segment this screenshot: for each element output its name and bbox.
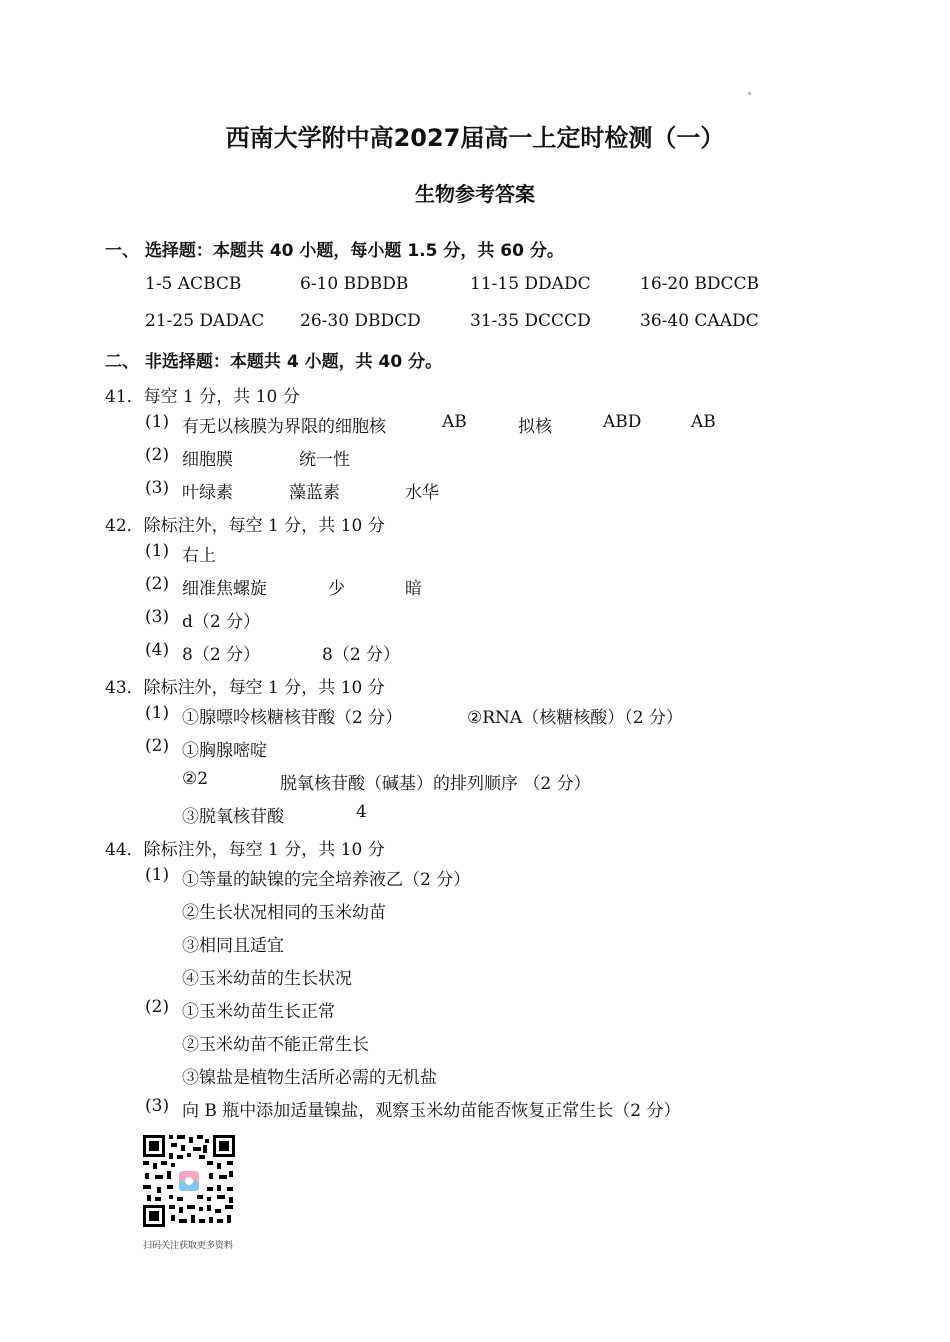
answer: AB	[442, 412, 467, 432]
answer: ③镍盐是植物生活所必需的无机盐	[182, 1068, 437, 1088]
answer: 脱氧核苷酸（碱基）的排列顺序 （2 分）	[280, 774, 591, 794]
q41-p3-num: (3)	[145, 478, 170, 498]
q44-p1-num: (1)	[145, 865, 170, 885]
answer: 右上	[182, 546, 216, 566]
answer: d（2 分）	[182, 612, 261, 632]
q42-p3-num: (3)	[145, 607, 170, 627]
answer: ABD	[603, 412, 642, 432]
q41-header: 41．每空 1 分，共 10 分	[105, 387, 300, 407]
q42-p1-num: (1)	[145, 541, 170, 561]
mc-answer: 31-35 DCCCD	[470, 311, 591, 331]
q42-header: 42．除标注外，每空 1 分，共 10 分	[105, 516, 385, 536]
answer: ③相同且适宜	[182, 936, 284, 956]
qr-caption: 扫码关注获取更多资料	[143, 1241, 234, 1251]
answer: 统一性	[299, 450, 350, 470]
answer: 细胞膜	[182, 450, 233, 470]
answer: 叶绿素	[182, 483, 233, 503]
q43-p2-num: (2)	[145, 736, 170, 756]
q41-p2-num: (2)	[145, 445, 170, 465]
answer: 拟核	[518, 417, 552, 437]
section1-heading: 一、 选择题：本题共 40 小题，每小题 1.5 分，共 60 分。	[105, 241, 564, 261]
q44-header: 44．除标注外，每空 1 分，共 10 分	[105, 840, 385, 860]
answer: 暗	[405, 579, 422, 599]
mc-answer: 1-5 ACBCB	[145, 274, 242, 294]
answer: ④玉米幼苗的生长状况	[182, 969, 352, 989]
answer: AB	[691, 412, 716, 432]
q42-p2-num: (2)	[145, 574, 170, 594]
answer: ③脱氧核苷酸	[182, 807, 284, 827]
mc-answer: 11-15 DDADC	[470, 274, 591, 294]
q44-p3-num: (3)	[145, 1096, 170, 1116]
answer: ②2	[182, 769, 209, 789]
mc-answer: 26-30 DBDCD	[300, 311, 421, 331]
answer: ②RNA（核糖核酸）（2 分）	[467, 708, 683, 728]
answer: ①玉米幼苗生长正常	[182, 1002, 335, 1022]
q43-p1-num: (1)	[145, 703, 170, 723]
mc-answer: 21-25 DADAC	[145, 311, 265, 331]
answer: 有无以核膜为界限的细胞核	[182, 417, 386, 437]
q43-header: 43．除标注外，每空 1 分，共 10 分	[105, 678, 385, 698]
q44-p2-num: (2)	[145, 997, 170, 1017]
answer: 4	[356, 802, 367, 822]
answer: 水华	[405, 483, 439, 503]
answer: 少	[328, 579, 345, 599]
document-subtitle: 生物参考答案	[415, 182, 535, 206]
answer: ②生长状况相同的玉米幼苗	[182, 903, 386, 923]
qr-code-icon[interactable]	[141, 1133, 237, 1229]
answer: ①胸腺嘧啶	[182, 741, 267, 761]
mc-answer: 6-10 BDBDB	[300, 274, 409, 294]
answer: 8（2 分）	[182, 645, 261, 665]
q41-p1-num: (1)	[145, 412, 170, 432]
answer: ①等量的缺镍的完全培养液乙（2 分）	[182, 870, 471, 890]
answer: 向 B 瓶中添加适量镍盐，观察玉米幼苗能否恢复正常生长（2 分）	[182, 1101, 681, 1121]
section2-heading: 二、 非选择题：本题共 4 小题，共 40 分。	[105, 352, 443, 372]
document-title: 西南大学附中高2027届高一上定时检测（一）	[225, 124, 725, 152]
answer: ②玉米幼苗不能正常生长	[182, 1035, 369, 1055]
mc-answer: 16-20 BDCCB	[640, 274, 760, 294]
scan-dot	[748, 92, 751, 95]
answer: 藻蓝素	[289, 483, 340, 503]
q42-p4-num: (4)	[145, 640, 170, 660]
answer: 细准焦螺旋	[182, 579, 267, 599]
mc-answer: 36-40 CAADC	[640, 311, 759, 331]
answer: ①腺嘌呤核糖核苷酸（2 分）	[182, 708, 403, 728]
answer: 8（2 分）	[322, 645, 401, 665]
